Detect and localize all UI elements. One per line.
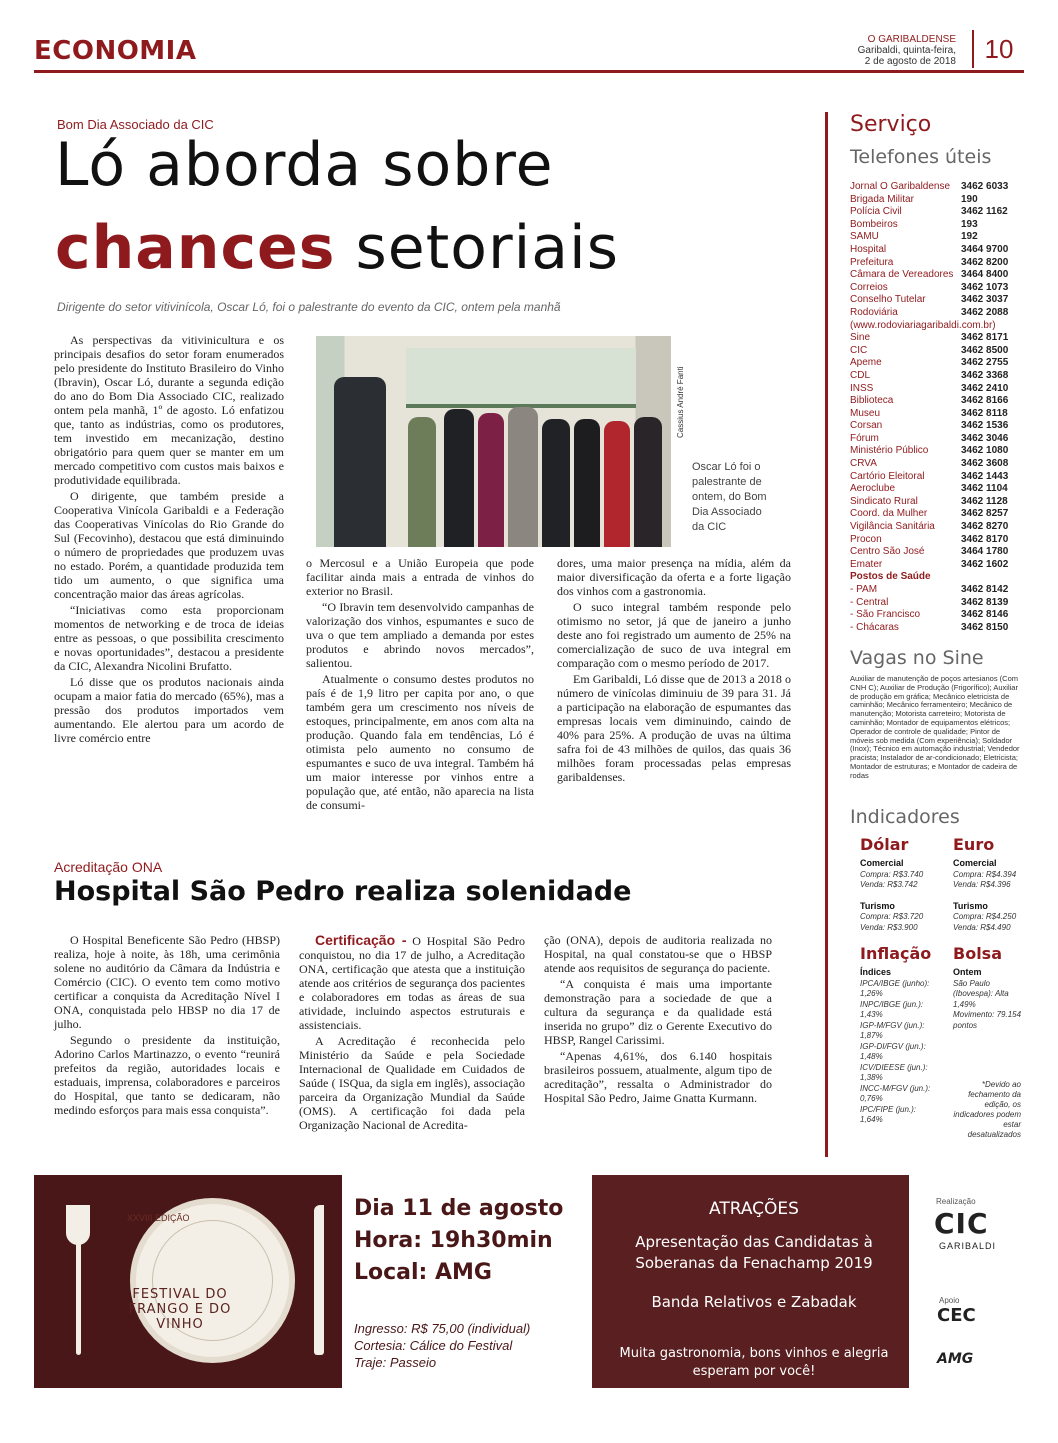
phone-name: Polícia Civil <box>850 206 902 218</box>
phone-number: 3462 8118 <box>961 407 1008 419</box>
euro-values <box>953 858 1023 933</box>
phone-number: 3464 9700 <box>961 243 1009 255</box>
phone-name: Coord. da Mulher <box>850 508 928 520</box>
phone-row <box>850 420 1030 433</box>
phone-number: 3462 8166 <box>961 395 1009 407</box>
phone-number: 3462 8170 <box>961 533 1009 545</box>
phone-row <box>850 345 1030 358</box>
paragraph: Em Garibaldi, Ló disse que de 2013 a 2018 o número de vinícolas diminuiu de 39 para 31. Já a participação na elaboração de espumantes das empresas locais vem diminuindo, caindo de 40% para 25%. A produção de uvas na última safra foi de 43 milhões de quilos, das quais 36 milhões foram processadas pelas empresas garibaldenses. <box>557 672 791 784</box>
phone-row <box>850 383 1030 396</box>
dolar-values <box>860 858 945 933</box>
attraction-item: Apresentação das Candidatas à Soberanas da Fenachamp 2019 <box>635 1233 873 1272</box>
phone-name: Museu <box>850 407 881 419</box>
phone-number: 3464 8400 <box>961 269 1009 281</box>
vagas-title: Vagas no Sine <box>850 647 984 669</box>
phone-name: Prefeitura <box>850 256 894 268</box>
inflacao-line: IGP-M/FGV (jun.): 1,87% <box>860 1020 925 1040</box>
dolar-turismo-compra: Compra: R$3.720 <box>860 912 924 921</box>
phone-name: Conselho Tutelar <box>850 294 926 306</box>
phone-name: Hospital <box>850 243 887 255</box>
euro-comercial-compra: Compra: R$4.394 <box>953 869 1017 879</box>
phone-row <box>850 231 1030 244</box>
inflacao-line: IPCA/IBGE (junho): 1,26% <box>860 978 930 998</box>
phone-number: 3462 8200 <box>961 256 1009 268</box>
story-headline-line2 <box>55 213 619 283</box>
photo-person <box>604 421 630 547</box>
cic-logo: CIC <box>934 1207 989 1240</box>
phone-name: Fórum <box>850 432 879 444</box>
euro-turismo-venda: Venda: R$4.490 <box>953 922 1011 932</box>
apoio-label: Apoio <box>939 1296 960 1305</box>
phone-row <box>850 534 1030 547</box>
bolsa-line: São Paulo (Ibovespa): Alta 1,49% <box>953 978 1009 1009</box>
inflacao-values <box>860 967 938 1126</box>
story-headline-line1: Ló aborda sobre <box>55 130 554 200</box>
fork-head-icon <box>66 1205 90 1245</box>
inflacao-line: INCC-M/FGV (jun.): 0,76% <box>860 1083 931 1103</box>
dolar-comercial-compra: Compra: R$3.740 <box>860 869 924 879</box>
indicadores-title: Indicadores <box>850 806 960 828</box>
phones-title: Telefones úteis <box>850 146 992 168</box>
paragraph: “A conquista é mais uma importante demonstração para a sociedade de que a cultura da segurança e da qualidade está inserida no grupo” diz o Gerente Executivo do HBSP, Rangel Carissimi. <box>544 977 772 1047</box>
section-title: ECONOMIA <box>34 36 197 66</box>
inflacao-line: IGP-DI/FGV (jun.): 1,48% <box>860 1041 926 1061</box>
photo-person-speaker <box>334 377 386 547</box>
paragraph: dores, uma maior presença na mídia, além da maior diversificação da oferta e a forte ligação dos vinhos com a gastronomia. <box>557 556 791 598</box>
ad-time-line: Hora: 19h30min <box>354 1228 553 1253</box>
vagas-text: Auxiliar de manutenção de poços artesianos (Com CNH C); Auxiliar de Produção (Frigorífico); Auxiliar de produção em gráfica; Mecânico eletricista de caminhão; Mecânico ferramenteiro; Mecânico de manutenção; Motorista carreteiro; Motorista de caminhão; Montador de equipamentos elétricos; Operador de controle de qualidade; Pintor de móveis sob medida (Com experiência); Soldador (Inox); Técnico em automação industrial; Vendedor pracista; Instalador de ar-condicionado; Eletricista; Montador de estruturas; e Montador de cadeira de rodas <box>850 674 1020 780</box>
paragraph: “O Ibravin tem desenvolvido campanhas de valorização dos vinhos, espumantes e suco de uva o que tem ampliado a demanda por estes produtos e abrindo novos mercados”, salientou. <box>306 600 534 670</box>
paragraph: O dirigente, que também preside a Cooperativa Vinícola Garibaldi e a Federação das Cooperativas Vinícolas do Rio Grande do Sul (Fecovinho), destacou que está diminuindo o número de propriedades que produzem uvas no estado. Porém, a quantidade produzida tem tido um aumento, o que significa uma concentração maior das áreas agrícolas. <box>54 489 284 601</box>
phone-number: 3462 1080 <box>961 445 1009 457</box>
paragraph: Ló disse que os produtos nacionais ainda ocupam a maior fatia do mercado (65%), mas a pressão dos produtos importados vem aumentando. Ele alertou para um acordo de livre comércio entre <box>54 675 284 745</box>
photo-person <box>478 413 504 547</box>
phone-number: 3462 2755 <box>961 357 1009 369</box>
indicadores-note: *Devido ao fechamento da edição, os indicadores podem estar desatualizados <box>953 1080 1021 1139</box>
bolsa-values <box>953 967 1023 1031</box>
phone-name: SAMU <box>850 231 879 243</box>
festival-edition: XXVIII EDIÇÃO <box>127 1213 190 1223</box>
bolsa-title: Bolsa <box>953 944 1002 963</box>
phone-name: (www.rodoviariagaribaldi.com.br) <box>850 319 996 331</box>
hospital-column-1 <box>54 933 280 1119</box>
phone-row <box>850 597 1030 610</box>
ad-plate-panel <box>34 1175 342 1388</box>
story-column-3 <box>557 556 791 786</box>
euro-turismo-compra: Compra: R$4.250 <box>953 912 1017 921</box>
phone-name: - São Francisco <box>850 609 921 621</box>
phone-row <box>850 181 1030 194</box>
photo-person <box>542 419 570 547</box>
phone-row <box>850 395 1030 408</box>
dolar-title: Dólar <box>860 835 909 854</box>
dolar-turismo-label: Turismo <box>860 900 895 911</box>
phone-row <box>850 244 1030 257</box>
phone-row <box>850 584 1030 597</box>
dolar-comercial-venda: Venda: R$3.742 <box>860 880 918 889</box>
cec-logo: CEC <box>937 1305 976 1326</box>
phone-name: Correios <box>850 281 888 293</box>
phone-row <box>850 546 1030 559</box>
page-number: 10 <box>972 30 1024 68</box>
phone-name: CDL <box>850 369 871 381</box>
phone-name: Corsan <box>850 420 883 432</box>
euro-turismo-label: Turismo <box>953 900 988 911</box>
phone-name: Postos de Saúde <box>850 571 931 583</box>
bolsa-line: Movimento: 79.154 pontos <box>953 1010 1022 1030</box>
photo-banner-panels <box>406 348 636 408</box>
paragraph <box>299 933 525 1032</box>
inflacao-title: Inflação <box>860 944 932 963</box>
phone-row <box>850 508 1030 521</box>
phone-number: 3462 1536 <box>961 420 1009 432</box>
phone-name: - Central <box>850 596 889 608</box>
phone-row <box>850 559 1030 572</box>
phone-name: Câmara de Vereadores <box>850 269 954 281</box>
photo-person <box>444 409 474 547</box>
paragraph: O suco integral também responde pelo otimismo no setor, já que de janeiro a junho deste ano foi registrado um aumento de 25% na comercialização de suco de uva integral em comparação com o mesmo período de 2017. <box>557 600 791 670</box>
phone-name: Biblioteca <box>850 395 894 407</box>
phone-row <box>850 496 1030 509</box>
phone-name: Ministério Público <box>850 445 929 457</box>
phone-row <box>850 206 1030 219</box>
photo-person <box>634 417 662 547</box>
phone-name: - Chácaras <box>850 621 899 633</box>
attraction-item: Banda Relativos e Zabadak <box>651 1293 857 1311</box>
phone-name: Vigilância Sanitária <box>850 521 935 533</box>
euro-title: Euro <box>953 835 995 854</box>
phone-name: Sine <box>850 332 871 344</box>
page-header <box>34 30 1024 75</box>
sidebar-title: Serviço <box>850 112 932 137</box>
ad-attractions-panel <box>599 1175 909 1388</box>
photo-credit: Cassius André Fanti <box>676 366 685 438</box>
phone-number: 3462 1162 <box>961 206 1008 218</box>
phone-name: - PAM <box>850 584 878 595</box>
phone-row <box>850 408 1030 421</box>
phone-row <box>850 294 1030 307</box>
phone-name: Bombeiros <box>850 218 898 230</box>
hospital-headline: Hospital São Pedro realiza solenidade <box>54 876 632 907</box>
phone-number: 3462 2088 <box>961 306 1009 318</box>
phone-name: Cartório Eleitoral <box>850 470 925 482</box>
dolar-turismo-venda: Venda: R$3.900 <box>860 922 918 932</box>
paragraph: A Acreditação é reconhecida pelo Ministério da Saúde e pela Sociedade Internacional de Qualidade em Cuidados de Saúde ( ISQua, da sigla em inglês), associação parceira da Organização Mundial da Saúde (OMS). A certificação foi dada pela Organização Nacional de Acredita- <box>299 1034 525 1132</box>
service-sidebar <box>825 112 1020 1157</box>
photo-caption: Oscar Ló foi o palestrante de ontem, do Bom Dia Associado da CIC <box>692 461 767 533</box>
realizacao-label: Realização <box>936 1197 976 1206</box>
bolsa-sub: Ontem <box>953 967 982 977</box>
phone-number: 3462 1443 <box>961 470 1009 482</box>
phone-row <box>850 219 1030 232</box>
photo-person <box>408 417 436 547</box>
hospital-kicker: Acreditação ONA <box>54 859 163 875</box>
euro-comercial-venda: Venda: R$4.396 <box>953 880 1011 889</box>
phone-number: 3462 8139 <box>961 596 1009 608</box>
phone-row <box>850 433 1030 446</box>
ad-ingresso: Ingresso: R$ 75,00 (individual) <box>354 1321 531 1336</box>
inflacao-line: IPC/FIPE (jun.): 1,64% <box>860 1104 917 1124</box>
phone-row <box>850 269 1030 282</box>
phone-name: Rodoviária <box>850 306 898 318</box>
paragraph-text: O Hospital São Pedro conquistou, no dia 17 de julho, a Acreditação ONA, certificação que atesta que a instituição atende aos critérios de segurança dos pacientes e colaboradores em todas as áreas de sua atividade, incluindo aspectos estruturais e assistenciais. <box>299 934 526 1032</box>
phone-row <box>850 257 1030 270</box>
phone-row <box>850 521 1030 534</box>
phone-row <box>850 320 1030 333</box>
ad-schedule <box>354 1193 563 1289</box>
phone-row <box>850 609 1030 622</box>
amg-logo: AMG <box>937 1351 974 1367</box>
phone-number: 193 <box>961 218 978 230</box>
attractions-title: ATRAÇÕES <box>709 1199 799 1219</box>
phone-row <box>850 370 1030 383</box>
story-deck: Dirigente do setor vitivinícola, Oscar Ló, foi o palestrante do evento da CIC, ontem pela manhã <box>57 300 561 314</box>
header-dateline <box>858 34 956 67</box>
phone-row <box>850 194 1030 207</box>
phone-row <box>850 357 1030 370</box>
phone-row <box>850 458 1030 471</box>
phone-name: Apeme <box>850 357 882 369</box>
hospital-column-2 <box>299 933 525 1134</box>
phone-number: 3462 8500 <box>961 344 1009 356</box>
paragraph: As perspectivas da vitivinicultura e os principais desafios do setor foram enumerados pelo presidente do Instituto Brasileiro do Vinho (Ibravin), Oscar Ló, durante a segunda edição do ano do Bom Dia Associado CIC, realizado ontem pela manhã, 1º de agosto. Ló enfatizou que, tanto as indústrias, como os produtores, tem investido em mecanização, destino obrigatório para quem quer se manter em um mercado competitivo com custos mais baixos e produtividade equilibrada. <box>54 333 284 487</box>
paragraph: ção (ONA), depois de auditoria realizada no Hospital, na qual constatou-se que o HBSP atende aos requisitos de segurança do paciente. <box>544 933 772 975</box>
phone-row <box>850 332 1030 345</box>
ad-sponsors-panel <box>909 1175 1024 1388</box>
phone-number: 190 <box>961 193 978 205</box>
phone-row <box>850 471 1030 484</box>
ad-ticket-details <box>354 1320 530 1371</box>
phone-number: 3462 8146 <box>961 609 1009 621</box>
phone-number: 3462 2410 <box>961 382 1009 394</box>
paragraph: “Iniciativas como esta proporcionam momentos de networking e de troca de ideias entre as pessoas, o que possibilita crescimento e novas oportunidades”, destacou a presidente da CIC, Alexandra Nicolini Brufatto. <box>54 603 284 673</box>
hospital-column-3 <box>544 933 772 1107</box>
ad-tagline: Muita gastronomia, bons vinhos e alegria esperam por você! <box>619 1346 889 1379</box>
ad-date-line: Dia 11 de agosto <box>354 1196 564 1221</box>
headline-bold-word: chances <box>55 213 336 283</box>
phone-number: 192 <box>961 231 978 243</box>
story-column-2 <box>306 556 534 814</box>
header-rule <box>34 70 1024 73</box>
cic-logo-sub: GARIBALDI <box>939 1241 997 1251</box>
phone-number: 3462 8171 <box>961 332 1009 344</box>
paragraph: “Apenas 4,61%, dos 6.140 hospitais brasileiros possuem, atualmente, algum tipo de acreditação”, ressalta o Administrador do Hospital São Pedro, Jaime Gnatta Kurmann. <box>544 1049 772 1105</box>
phone-number: 3462 1128 <box>961 495 1008 507</box>
inflacao-line: ICV/DIEESE (jun.): 1,38% <box>860 1062 928 1082</box>
phone-name: Jornal O Garibaldense <box>850 181 951 192</box>
phone-number: 3464 1780 <box>961 546 1009 558</box>
ad-place-line: Local: AMG <box>354 1260 492 1285</box>
story-photo <box>316 336 671 547</box>
phone-number: 3462 3368 <box>961 369 1009 381</box>
phone-number: 3462 1073 <box>961 281 1009 293</box>
headline-rest: setoriais <box>335 213 619 283</box>
inflacao-sub: Índices <box>860 967 892 977</box>
ad-cortesia: Cortesia: Cálice do Festival <box>354 1338 513 1353</box>
phone-row <box>850 622 1030 635</box>
paper-name: O GARIBALDENSE <box>867 34 956 45</box>
paragraph: O Hospital Beneficente São Pedro (HBSP) realiza, hoje à noite, às 18h, uma cerimônia solene no auditório da Câmara da Indústria e Comércio (CIC). O evento tem como motivo certificar a conquista da Acreditação Nível I ONA, conquistada pelo HBSP no dia 17 de julho. <box>54 933 280 1031</box>
story-column-1 <box>54 333 284 747</box>
phone-number: 3462 8257 <box>961 508 1009 520</box>
phone-row <box>850 445 1030 458</box>
inflacao-line: INPC/IBGE (jun.): 1,43% <box>860 999 924 1019</box>
phone-number: 3462 8270 <box>961 521 1009 533</box>
phone-name: CRVA <box>850 458 877 470</box>
phones-list <box>850 181 1030 634</box>
dolar-comercial-label: Comercial <box>860 858 904 868</box>
phone-number: 3462 6033 <box>961 181 1009 192</box>
phone-number: 3462 8150 <box>961 621 1009 633</box>
phone-name: Sindicato Rural <box>850 495 918 507</box>
story-kicker: Bom Dia Associado da CIC <box>57 117 214 132</box>
photo-person <box>574 419 600 547</box>
phone-name: Brigada Militar <box>850 193 914 205</box>
phone-name: Aeroclube <box>850 483 896 495</box>
phone-number: 3462 3037 <box>961 294 1009 306</box>
phone-number: 3462 8142 <box>961 584 1009 595</box>
issue-date: 2 de agosto de 2018 <box>864 56 956 67</box>
phone-row <box>850 571 1030 584</box>
phone-name: Centro São José <box>850 546 925 558</box>
certificacao-subhead: Certificação - <box>315 932 407 948</box>
phone-name: Procon <box>850 533 882 545</box>
phone-row <box>850 307 1030 320</box>
phone-number: 3462 3046 <box>961 432 1009 444</box>
phone-number: 3462 3608 <box>961 458 1009 470</box>
city-date: Garibaldi, quinta-feira, <box>857 45 956 56</box>
phone-number: 3462 1104 <box>961 483 1008 495</box>
knife-icon <box>314 1205 324 1355</box>
ad-traje: Traje: Passeio <box>354 1355 437 1370</box>
phone-name: Emater <box>850 558 883 570</box>
paragraph: Atualmente o consumo destes produtos no país é de 1,9 litro per capita por ano, o que também gera um crescimento nos níveis de estoques, principalmente, em anos com alta na produção. Quando fala em tendências, Ló é otimista pelo aumento no consumo de espumantes e suco de uva integral. Também há um maior interesse por vinhos entre a população que, até então, não aparecia na lista de consumi- <box>306 672 534 812</box>
phone-row <box>850 483 1030 496</box>
photo-person <box>508 407 538 547</box>
phone-name: CIC <box>850 344 868 356</box>
phone-name: INSS <box>850 382 874 394</box>
paragraph: Segundo o presidente da instituição, Adorino Carlos Martinazzo, o evento “reunirá prefeitos da região, autoridades locais e estaduais, imprensa, colaboradores e parceiros do Hospital, que tanto se dedicaram, não medindo esforços para mais essa conquista”. <box>54 1033 280 1117</box>
phone-row <box>850 282 1030 295</box>
festival-name: FESTIVAL DO FRANGO E DO VINHO <box>128 1287 232 1332</box>
phone-number: 3462 1602 <box>961 558 1009 570</box>
euro-comercial-label: Comercial <box>953 858 997 868</box>
paragraph: o Mercosul e a União Europeia que pode facilitar ainda mais a entrada de vinhos do exterior no Brasil. <box>306 556 534 598</box>
